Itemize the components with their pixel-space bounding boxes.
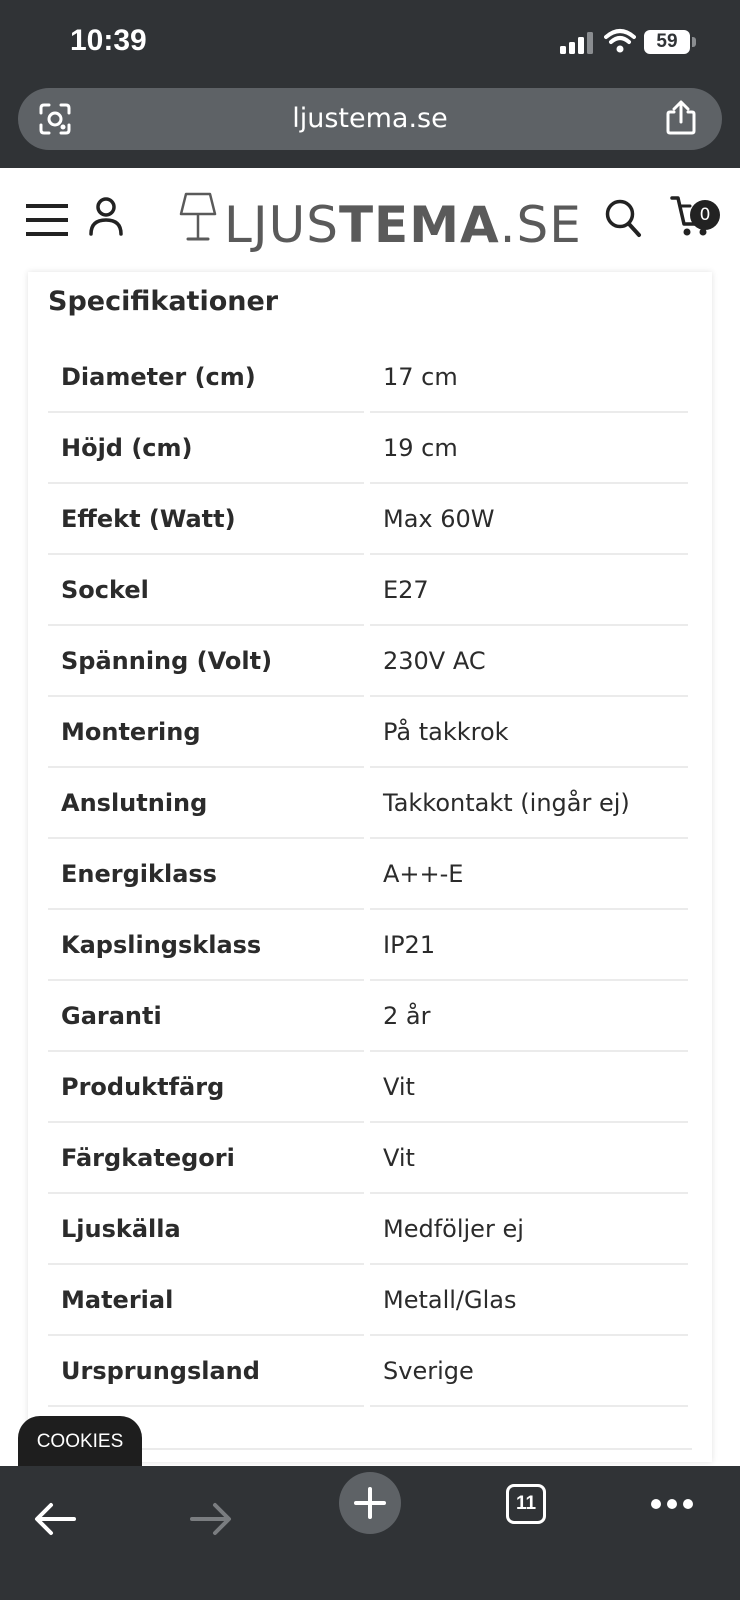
- forward-icon[interactable]: [190, 1502, 232, 1536]
- spec-value: E27: [370, 555, 688, 626]
- spec-value: Medföljer ej: [370, 1194, 688, 1265]
- wifi-icon: [604, 28, 636, 54]
- tabs-button[interactable]: 11: [506, 1484, 546, 1524]
- spec-value: Max 60W: [370, 484, 688, 555]
- battery-icon: 59: [644, 30, 690, 54]
- specifications-card: [28, 272, 712, 1462]
- spec-value: 2 år: [370, 981, 688, 1052]
- site-header: [0, 168, 740, 272]
- spec-row: [48, 484, 688, 555]
- url-text[interactable]: ljustema.se: [292, 103, 448, 134]
- section-title: Specifikationer: [48, 286, 279, 317]
- cookies-button[interactable]: COOKIES: [18, 1416, 142, 1468]
- spec-value: IP21: [370, 910, 688, 981]
- status-bar: [0, 0, 740, 84]
- spec-label: Ljuskälla: [48, 1194, 364, 1265]
- logo-text-bold: TEMA: [338, 196, 500, 254]
- spec-label: Material: [48, 1265, 364, 1336]
- more-icon[interactable]: [650, 1498, 694, 1510]
- spec-row: [48, 555, 688, 626]
- account-icon[interactable]: [88, 196, 124, 236]
- spec-row: [48, 1123, 688, 1194]
- browser-bottom-toolbar: [0, 1466, 740, 1600]
- spec-row: [48, 839, 688, 910]
- share-icon[interactable]: [664, 100, 698, 136]
- spec-row: [48, 1336, 688, 1407]
- spec-value: Vit: [370, 1052, 688, 1123]
- spec-label: Diameter (cm): [48, 342, 364, 413]
- spec-label: Kapslingsklass: [48, 910, 364, 981]
- spec-row: [48, 1265, 688, 1336]
- plus-icon: [354, 1487, 386, 1519]
- spec-value: På takkrok: [370, 697, 688, 768]
- spec-row: [48, 981, 688, 1052]
- logo-text-suffix: .SE: [499, 196, 582, 254]
- spec-value: Takkontakt (ingår ej): [370, 768, 688, 839]
- spec-row: [48, 1194, 688, 1265]
- spec-value: 230V AC: [370, 626, 688, 697]
- spec-row: [48, 697, 688, 768]
- status-time: 10:39: [70, 24, 147, 57]
- spec-value: 19 cm: [370, 413, 688, 484]
- url-bar[interactable]: [18, 88, 722, 150]
- back-icon[interactable]: [34, 1502, 76, 1536]
- logo-text: [224, 196, 582, 254]
- spec-label: Färgkategori: [48, 1123, 364, 1194]
- spec-value: A++-E: [370, 839, 688, 910]
- scan-icon[interactable]: [38, 102, 72, 136]
- spec-value: Sverige: [370, 1336, 688, 1407]
- new-tab-button[interactable]: [339, 1472, 401, 1534]
- spec-table: [48, 342, 688, 1407]
- spec-value: Metall/Glas: [370, 1265, 688, 1336]
- cart-count-badge[interactable]: 0: [690, 200, 720, 230]
- spec-value: 17 cm: [370, 342, 688, 413]
- spec-value: Vit: [370, 1123, 688, 1194]
- spec-row: [48, 1052, 688, 1123]
- spec-row: [48, 342, 688, 413]
- spec-label: Ursprungsland: [48, 1336, 364, 1407]
- spec-label: Effekt (Watt): [48, 484, 364, 555]
- spec-row: [48, 413, 688, 484]
- battery-tip: [692, 37, 696, 47]
- spec-label: Sockel: [48, 555, 364, 626]
- spec-label: Energiklass: [48, 839, 364, 910]
- site-logo[interactable]: [178, 190, 582, 254]
- spec-label: Spänning (Volt): [48, 626, 364, 697]
- spec-label: Montering: [48, 697, 364, 768]
- spec-label: Produktfärg: [48, 1052, 364, 1123]
- spec-row: [48, 626, 688, 697]
- lamp-icon: [178, 190, 218, 242]
- spec-label: Höjd (cm): [48, 413, 364, 484]
- spec-label: Garanti: [48, 981, 364, 1052]
- browser-top-bar: [0, 0, 740, 168]
- spec-row: [48, 768, 688, 839]
- spec-row: [48, 910, 688, 981]
- spec-label: Anslutning: [48, 768, 364, 839]
- logo-text-light: LJUS: [224, 196, 339, 254]
- search-icon[interactable]: [604, 198, 642, 238]
- card-divider: [48, 1448, 692, 1450]
- menu-icon[interactable]: [26, 204, 68, 236]
- signal-icon: [560, 32, 596, 54]
